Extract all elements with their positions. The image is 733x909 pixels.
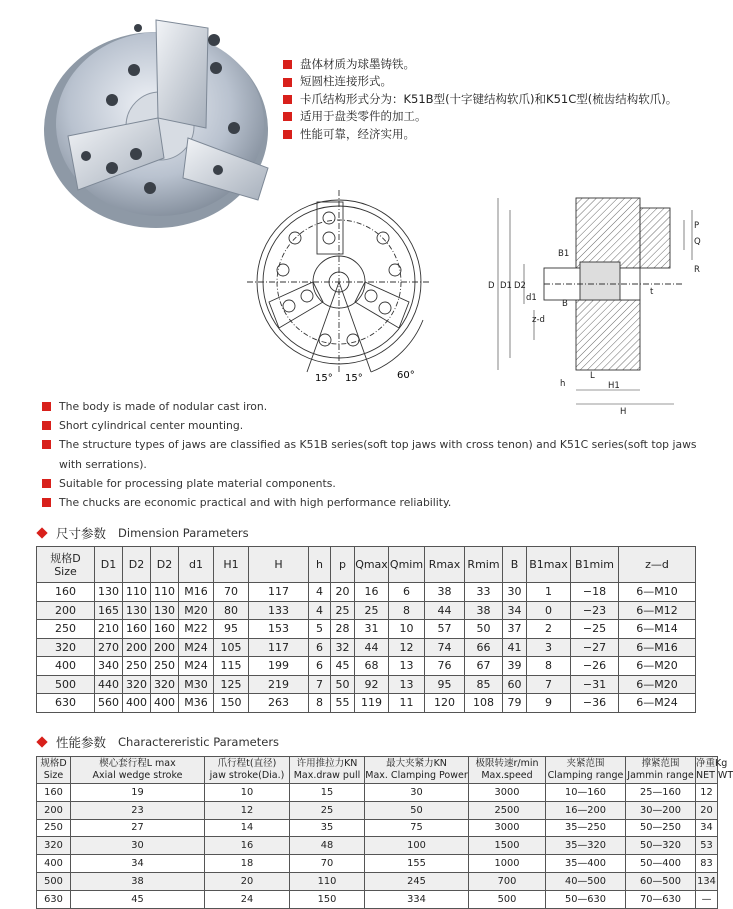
- table-cell: 13: [389, 675, 425, 694]
- table-cell: 50—250: [626, 819, 696, 837]
- col-header: d1: [179, 547, 214, 583]
- table-cell: 75: [365, 819, 469, 837]
- dimension-section-title: 尺寸参数 Dimension Parameters: [34, 524, 249, 542]
- table-cell: 67: [465, 657, 503, 676]
- table-cell: —: [696, 890, 718, 908]
- table-cell: 199: [249, 657, 309, 676]
- table-cell: 16—200: [546, 801, 626, 819]
- table-cell: 160: [123, 620, 151, 639]
- table-cell: 10—160: [546, 784, 626, 802]
- table-row: [37, 583, 696, 602]
- table-cell: 70—630: [626, 890, 696, 908]
- table-cell: 57: [425, 620, 465, 639]
- table-cell: −36: [571, 694, 619, 713]
- table-cell: 60: [503, 675, 527, 694]
- dimension-table: [36, 546, 696, 713]
- table-cell: 130: [123, 601, 151, 620]
- table-cell: 117: [249, 583, 309, 602]
- table-row: [37, 890, 718, 908]
- table-cell: 44: [355, 638, 389, 657]
- table-cell: 630: [37, 694, 95, 713]
- chuck-photo: [38, 18, 270, 230]
- table-cell: 400: [151, 694, 179, 713]
- table-cell: 8: [527, 657, 571, 676]
- table-cell: 270: [95, 638, 123, 657]
- dim-zd-label: z-d: [532, 315, 545, 325]
- table-cell: 12: [696, 784, 718, 802]
- table-cell: 110: [290, 872, 365, 890]
- table-cell: 6—M20: [619, 657, 696, 676]
- feature-en-item: Suitable for processing plate material components.: [42, 474, 722, 493]
- table-cell: 23: [71, 801, 205, 819]
- bullet-square-icon: [42, 498, 51, 507]
- col-header: H1: [214, 547, 249, 583]
- table-cell: 320: [151, 675, 179, 694]
- dim-D2-label: D2: [514, 281, 526, 291]
- table-cell: 95: [214, 620, 249, 639]
- table-cell: 400: [123, 694, 151, 713]
- table-cell: 160: [37, 583, 95, 602]
- table-cell: 6: [389, 583, 425, 602]
- characteristic-table-header-row: [37, 757, 718, 784]
- table-cell: 1000: [469, 855, 546, 873]
- col-header: H: [249, 547, 309, 583]
- table-cell: 12: [389, 638, 425, 657]
- table-cell: 25: [355, 601, 389, 620]
- table-cell: 8: [309, 694, 331, 713]
- table-cell: 1: [527, 583, 571, 602]
- dim-B1-label: B1: [558, 249, 570, 259]
- table-cell: 400: [37, 855, 71, 873]
- col-header: D2: [151, 547, 179, 583]
- table-cell: 50: [465, 620, 503, 639]
- col-header: 楔心套行程L max Axial wedge stroke: [71, 757, 205, 784]
- table-cell: 119: [355, 694, 389, 713]
- features-en-list: [42, 397, 722, 512]
- table-row: [37, 694, 696, 713]
- table-cell: 50—320: [626, 837, 696, 855]
- dimension-table-header-row: [37, 547, 696, 583]
- col-size-header: 规格D Size: [37, 547, 95, 583]
- dim-P-label: P: [694, 221, 700, 231]
- table-cell: 160: [37, 784, 71, 802]
- table-cell: M30: [179, 675, 214, 694]
- table-cell: 150: [214, 694, 249, 713]
- table-cell: 250: [37, 819, 71, 837]
- bullet-square-icon: [283, 130, 292, 139]
- table-cell: 500: [37, 872, 71, 890]
- table-cell: 20: [331, 583, 355, 602]
- table-cell: 133: [249, 601, 309, 620]
- table-cell: 130: [151, 601, 179, 620]
- table-cell: 6—M12: [619, 601, 696, 620]
- table-cell: 120: [425, 694, 465, 713]
- table-cell: 150: [290, 890, 365, 908]
- table-cell: 560: [95, 694, 123, 713]
- table-cell: 1500: [469, 837, 546, 855]
- diamond-bullet-icon: [36, 736, 47, 747]
- table-cell: 6—M20: [619, 675, 696, 694]
- feature-cn-item: 短圆柱连接形式。: [283, 73, 677, 90]
- characteristic-table: [36, 756, 733, 909]
- table-cell: 60—500: [626, 872, 696, 890]
- feature-cn-item: 卡爪结构形式分为：K51B型(十字键结构软爪)和K51C型(梳齿结构软爪)。: [283, 91, 677, 108]
- table-cell: 250: [37, 620, 95, 639]
- table-cell: 50: [331, 675, 355, 694]
- table-cell: 134: [696, 872, 718, 890]
- table-cell: 34: [71, 855, 205, 873]
- col-header: D2: [123, 547, 151, 583]
- table-row: [37, 601, 696, 620]
- table-cell: 30: [365, 784, 469, 802]
- table-cell: 5: [309, 620, 331, 639]
- feature-cn-item: 盘体材质为球墨铸铁。: [283, 56, 677, 73]
- table-cell: 95: [425, 675, 465, 694]
- table-cell: −25: [571, 620, 619, 639]
- table-cell: 25—160: [626, 784, 696, 802]
- feature-cn-item: 性能可靠，经济实用。: [283, 126, 677, 143]
- characteristic-section-title: 性能参数 Charactereristic Parameters: [34, 733, 279, 751]
- table-cell: 16: [205, 837, 290, 855]
- col-header: 最大夹紧力KN Max. Clamping Power: [365, 757, 469, 784]
- table-cell: 110: [151, 583, 179, 602]
- angle-60-label: 60°: [397, 370, 415, 381]
- table-cell: 110: [123, 583, 151, 602]
- table-cell: 27: [71, 819, 205, 837]
- dim-D1-label: D1: [500, 281, 512, 291]
- col-header: Qmim: [389, 547, 425, 583]
- bullet-square-icon: [283, 60, 292, 69]
- table-cell: 210: [95, 620, 123, 639]
- table-cell: 68: [355, 657, 389, 676]
- table-cell: 250: [123, 657, 151, 676]
- table-cell: 15: [290, 784, 365, 802]
- table-cell: 83: [696, 855, 718, 873]
- table-cell: −31: [571, 675, 619, 694]
- table-cell: 41: [503, 638, 527, 657]
- table-cell: 34: [696, 819, 718, 837]
- table-cell: 2500: [469, 801, 546, 819]
- table-cell: M22: [179, 620, 214, 639]
- table-cell: 219: [249, 675, 309, 694]
- table-cell: 50—630: [546, 890, 626, 908]
- table-cell: 155: [365, 855, 469, 873]
- table-cell: 19: [71, 784, 205, 802]
- table-cell: 200: [37, 601, 95, 620]
- table-row: [37, 801, 718, 819]
- table-cell: M16: [179, 583, 214, 602]
- feature-en-item: The chucks are economic practical and with high performance reliability.: [42, 493, 722, 512]
- table-cell: 80: [214, 601, 249, 620]
- feature-en-item: The body is made of nodular cast iron.: [42, 397, 722, 416]
- table-cell: 34: [503, 601, 527, 620]
- table-cell: M36: [179, 694, 214, 713]
- col-header: B1max: [527, 547, 571, 583]
- angle-15-right-label: 15°: [345, 373, 363, 384]
- table-cell: 25: [290, 801, 365, 819]
- col-header: 撑紧范围 Jammin range: [626, 757, 696, 784]
- col-header: 净重Kg NET WT: [696, 757, 718, 784]
- table-cell: 4: [309, 583, 331, 602]
- table-cell: 10: [389, 620, 425, 639]
- table-cell: 11: [389, 694, 425, 713]
- table-cell: 100: [365, 837, 469, 855]
- table-row: [37, 638, 696, 657]
- bullet-square-icon: [283, 78, 292, 87]
- table-cell: 24: [205, 890, 290, 908]
- table-cell: 340: [95, 657, 123, 676]
- col-header: 夹紧范围 Clamping range: [546, 757, 626, 784]
- table-cell: 45: [71, 890, 205, 908]
- col-header: D1: [95, 547, 123, 583]
- table-cell: 39: [503, 657, 527, 676]
- table-cell: 30: [503, 583, 527, 602]
- dim-H1-label: H1: [608, 381, 620, 391]
- table-cell: 3000: [469, 819, 546, 837]
- table-cell: 48: [290, 837, 365, 855]
- table-cell: 45: [331, 657, 355, 676]
- table-cell: 7: [309, 675, 331, 694]
- table-cell: 32: [331, 638, 355, 657]
- col-header: Rmim: [465, 547, 503, 583]
- dim-L-label: L: [590, 371, 595, 381]
- table-cell: 30—200: [626, 801, 696, 819]
- table-cell: 3000: [469, 784, 546, 802]
- dim-R-label: R: [694, 265, 700, 275]
- table-cell: 53: [696, 837, 718, 855]
- table-cell: 66: [465, 638, 503, 657]
- col-header: 极限转速r/min Max.speed: [469, 757, 546, 784]
- table-cell: 38: [425, 583, 465, 602]
- table-cell: 320: [37, 638, 95, 657]
- col-header: 许用推拉力KN Max.draw pull: [290, 757, 365, 784]
- table-row: [37, 784, 718, 802]
- col-header: p: [331, 547, 355, 583]
- table-row: [37, 675, 696, 694]
- table-cell: 6—M10: [619, 583, 696, 602]
- table-cell: 200: [151, 638, 179, 657]
- table-cell: 108: [465, 694, 503, 713]
- table-cell: M20: [179, 601, 214, 620]
- table-cell: −18: [571, 583, 619, 602]
- table-cell: 125: [214, 675, 249, 694]
- col-header: z—d: [619, 547, 696, 583]
- table-row: [37, 872, 718, 890]
- table-cell: 700: [469, 872, 546, 890]
- table-cell: 14: [205, 819, 290, 837]
- table-cell: 20: [205, 872, 290, 890]
- col-header: B: [503, 547, 527, 583]
- dim-B-label: B: [562, 299, 568, 309]
- table-cell: 160: [151, 620, 179, 639]
- dim-h-label: h: [560, 379, 566, 389]
- col-header: h: [309, 547, 331, 583]
- table-cell: 13: [389, 657, 425, 676]
- table-cell: 55: [331, 694, 355, 713]
- table-cell: 79: [503, 694, 527, 713]
- table-cell: 4: [309, 601, 331, 620]
- bullet-square-icon: [42, 479, 51, 488]
- angle-15-left-label: 15°: [315, 373, 333, 384]
- table-cell: 74: [425, 638, 465, 657]
- table-cell: 115: [214, 657, 249, 676]
- front-view-drawing: [247, 190, 447, 390]
- bullet-square-icon: [42, 440, 51, 449]
- table-cell: 6—M24: [619, 694, 696, 713]
- table-cell: 18: [205, 855, 290, 873]
- table-cell: M24: [179, 638, 214, 657]
- table-cell: 35—250: [546, 819, 626, 837]
- dim-H-label: H: [620, 407, 627, 417]
- table-cell: 31: [355, 620, 389, 639]
- table-cell: 400: [37, 657, 95, 676]
- section-view-drawing: [484, 190, 704, 418]
- table-cell: M24: [179, 657, 214, 676]
- table-cell: 16: [355, 583, 389, 602]
- dim-D-label: D: [488, 281, 495, 291]
- table-cell: 245: [365, 872, 469, 890]
- table-cell: 200: [123, 638, 151, 657]
- table-row: [37, 657, 696, 676]
- table-cell: 105: [214, 638, 249, 657]
- dim-t-label: t: [650, 287, 654, 297]
- table-cell: 263: [249, 694, 309, 713]
- col-header: B1mim: [571, 547, 619, 583]
- table-cell: 50—400: [626, 855, 696, 873]
- table-cell: −26: [571, 657, 619, 676]
- feature-en-item: The structure types of jaws are classified as K51B series(soft top jaws with cross tenon) and K51C series(soft top jaws with serrations).: [42, 435, 722, 473]
- table-cell: 25: [331, 601, 355, 620]
- table-cell: 10: [205, 784, 290, 802]
- diamond-bullet-icon: [36, 527, 47, 538]
- table-cell: 200: [37, 801, 71, 819]
- table-cell: 6—M16: [619, 638, 696, 657]
- dim-d1-label: d1: [526, 293, 537, 303]
- col-header: Rmax: [425, 547, 465, 583]
- bullet-square-icon: [283, 112, 292, 121]
- table-cell: 334: [365, 890, 469, 908]
- table-cell: 35: [290, 819, 365, 837]
- table-cell: 6—M14: [619, 620, 696, 639]
- table-cell: 8: [389, 601, 425, 620]
- table-row: [37, 819, 718, 837]
- table-cell: 9: [527, 694, 571, 713]
- table-cell: 250: [151, 657, 179, 676]
- table-cell: 35—400: [546, 855, 626, 873]
- feature-cn-item: 适用于盘类零件的加工。: [283, 108, 677, 125]
- table-cell: 117: [249, 638, 309, 657]
- table-cell: 33: [465, 583, 503, 602]
- col-header: 爪行程t(直径) jaw stroke(Dia.): [205, 757, 290, 784]
- table-cell: 500: [37, 675, 95, 694]
- table-cell: 7: [527, 675, 571, 694]
- table-cell: 12: [205, 801, 290, 819]
- col-header: Qmax: [355, 547, 389, 583]
- table-cell: 50: [365, 801, 469, 819]
- col-header: 规格D Size: [37, 757, 71, 784]
- table-cell: 0: [527, 601, 571, 620]
- table-cell: 38: [71, 872, 205, 890]
- table-cell: 70: [214, 583, 249, 602]
- table-cell: 630: [37, 890, 71, 908]
- table-row: [37, 855, 718, 873]
- table-cell: −27: [571, 638, 619, 657]
- feature-en-item: Short cylindrical center mounting.: [42, 416, 722, 435]
- table-cell: 76: [425, 657, 465, 676]
- table-cell: 153: [249, 620, 309, 639]
- table-cell: 28: [331, 620, 355, 639]
- table-cell: 30: [71, 837, 205, 855]
- table-cell: 320: [37, 837, 71, 855]
- table-cell: 6: [309, 657, 331, 676]
- table-cell: 500: [469, 890, 546, 908]
- bullet-square-icon: [42, 402, 51, 411]
- table-cell: 70: [290, 855, 365, 873]
- dim-Q-label: Q: [694, 237, 701, 247]
- table-cell: 35—320: [546, 837, 626, 855]
- table-cell: 20: [696, 801, 718, 819]
- table-cell: 6: [309, 638, 331, 657]
- table-cell: 2: [527, 620, 571, 639]
- table-cell: 3: [527, 638, 571, 657]
- table-cell: 38: [465, 601, 503, 620]
- table-cell: 40—500: [546, 872, 626, 890]
- table-cell: 44: [425, 601, 465, 620]
- features-cn-list: [283, 56, 677, 143]
- table-cell: −23: [571, 601, 619, 620]
- table-cell: 37: [503, 620, 527, 639]
- table-row: [37, 620, 696, 639]
- table-cell: 130: [95, 583, 123, 602]
- table-cell: 165: [95, 601, 123, 620]
- table-cell: 440: [95, 675, 123, 694]
- bullet-square-icon: [283, 95, 292, 104]
- table-row: [37, 837, 718, 855]
- table-cell: 320: [123, 675, 151, 694]
- table-cell: 85: [465, 675, 503, 694]
- bullet-square-icon: [42, 421, 51, 430]
- table-cell: 92: [355, 675, 389, 694]
